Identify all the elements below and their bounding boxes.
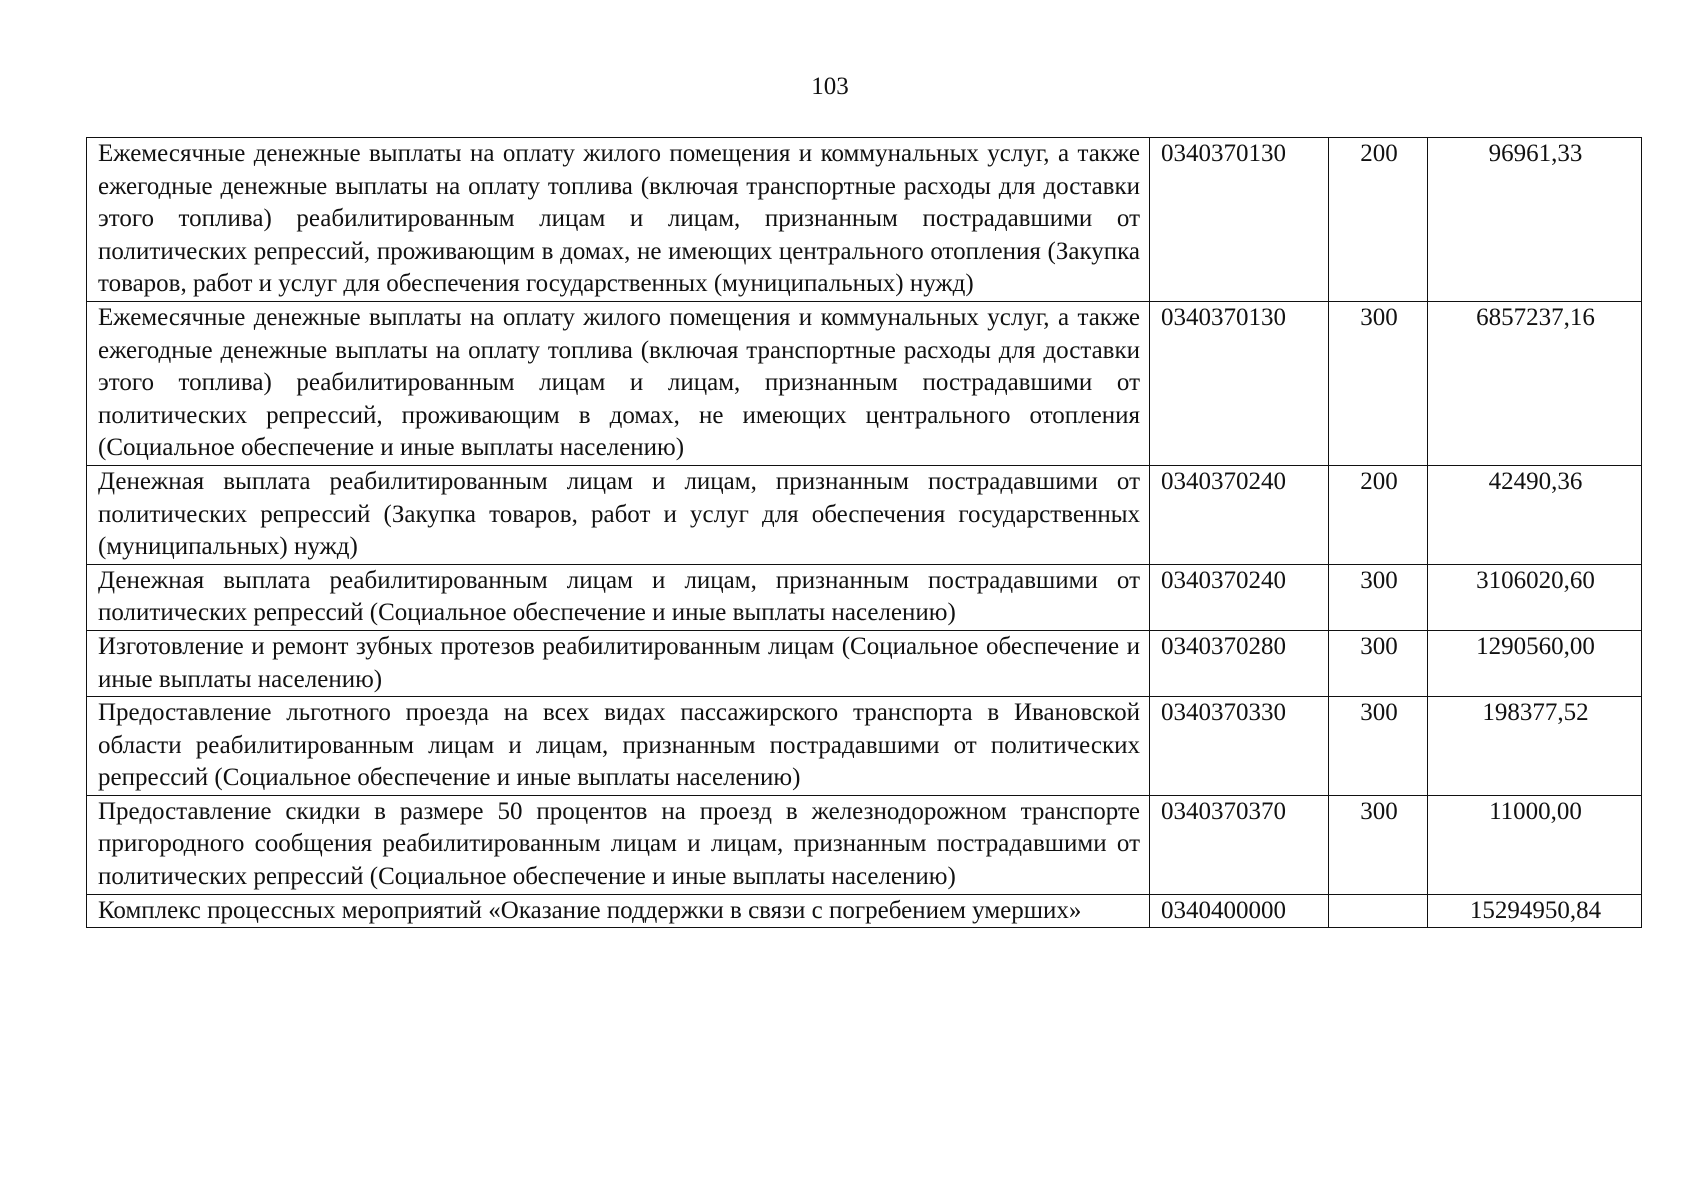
target-code-cell: 0340370130 xyxy=(1150,301,1329,465)
amount-cell: 198377,52 xyxy=(1428,697,1642,796)
row-name-cell: Предоставление льготного проезда на всех видах пассажирского транспорта в Ивановской области реабилитированным лицам и лицам, признанным пострадавшими от политических репрессий (Социальное обеспечение и иные выплаты населению) xyxy=(87,697,1150,796)
expense-type-cell: 300 xyxy=(1329,564,1428,630)
expense-type-cell: 300 xyxy=(1329,301,1428,465)
expense-type-cell: 200 xyxy=(1329,465,1428,564)
budget-table xyxy=(86,137,1642,928)
target-code-cell: 0340370280 xyxy=(1150,630,1329,696)
table-row xyxy=(87,894,1642,928)
amount-cell: 6857237,16 xyxy=(1428,301,1642,465)
table-row xyxy=(87,465,1642,564)
amount-cell: 11000,00 xyxy=(1428,795,1642,894)
row-name-cell: Ежемесячные денежные выплаты на оплату жилого помещения и коммунальных услуг, а также ежегодные денежные выплаты на оплату топлива (включая транспортные расходы для доставки этого топлива) реабилитированным лицам и лицам, признанным пострадавшими от политических репрессий, проживающим в домах, не имеющих центрального отопления (Закупка товаров, работ и услуг для обеспечения государственных (муниципальных) нужд) xyxy=(87,138,1150,302)
target-code-cell: 0340370240 xyxy=(1150,465,1329,564)
table-row xyxy=(87,630,1642,696)
target-code-cell: 0340370330 xyxy=(1150,697,1329,796)
row-name-cell: Ежемесячные денежные выплаты на оплату жилого помещения и коммунальных услуг, а также ежегодные денежные выплаты на оплату топлива (включая транспортные расходы для доставки этого топлива) реабилитированным лицам и лицам, признанным пострадавшими от политических репрессий, проживающим в домах, не имеющих центрального отопления (Социальное обеспечение и иные выплаты населению) xyxy=(87,301,1150,465)
expense-type-cell xyxy=(1329,894,1428,928)
row-name-cell: Денежная выплата реабилитированным лицам и лицам, признанным пострадавшими от политических репрессий (Социальное обеспечение и иные выплаты населению) xyxy=(87,564,1150,630)
table-row xyxy=(87,138,1642,302)
table-row xyxy=(87,301,1642,465)
row-name-cell: Изготовление и ремонт зубных протезов реабилитированным лицам (Социальное обеспечение и иные выплаты населению) xyxy=(87,630,1150,696)
amount-cell: 15294950,84 xyxy=(1428,894,1642,928)
expense-type-cell: 300 xyxy=(1329,630,1428,696)
expense-type-cell: 200 xyxy=(1329,138,1428,302)
table-row xyxy=(87,564,1642,630)
target-code-cell: 0340370130 xyxy=(1150,138,1329,302)
target-code-cell: 0340370240 xyxy=(1150,564,1329,630)
table-row xyxy=(87,795,1642,894)
amount-cell: 3106020,60 xyxy=(1428,564,1642,630)
row-name-cell: Предоставление скидки в размере 50 процентов на проезд в железнодорожном транспорте пригородного сообщения реабилитированным лицам и лицам, признанным пострадавшими от политических репрессий (Социальное обеспечение и иные выплаты населению) xyxy=(87,795,1150,894)
expense-type-cell: 300 xyxy=(1329,795,1428,894)
table-row xyxy=(87,697,1642,796)
amount-cell: 96961,33 xyxy=(1428,138,1642,302)
amount-cell: 1290560,00 xyxy=(1428,630,1642,696)
amount-cell: 42490,36 xyxy=(1428,465,1642,564)
target-code-cell: 0340400000 xyxy=(1150,894,1329,928)
row-name-cell: Денежная выплата реабилитированным лицам и лицам, признанным пострадавшими от политических репрессий (Закупка товаров, работ и услуг для обеспечения государственных (муниципальных) нужд) xyxy=(87,465,1150,564)
row-name-cell: Комплекс процессных мероприятий «Оказание поддержки в связи с погребением умерших» xyxy=(87,894,1150,928)
page-number: 103 xyxy=(811,73,849,100)
expense-type-cell: 300 xyxy=(1329,697,1428,796)
target-code-cell: 0340370370 xyxy=(1150,795,1329,894)
